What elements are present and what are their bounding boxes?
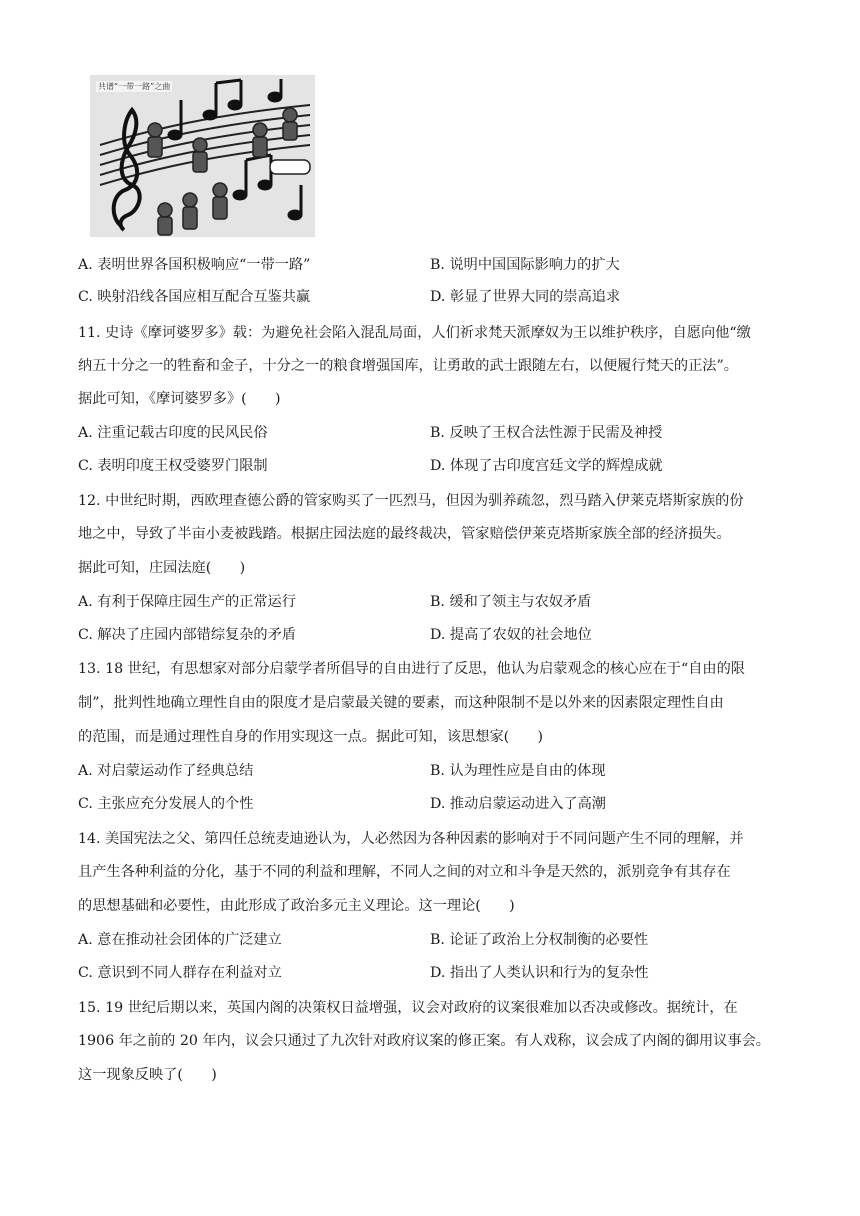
q11-option-a: A. 注重记载古印度的民风民俗 xyxy=(78,425,268,441)
q13-option-d: D. 推动启蒙运动进入了高潮 xyxy=(430,796,606,812)
q13-option-a: A. 对启蒙运动作了经典总结 xyxy=(78,763,254,779)
q10-option-b: B. 说明中国国际影响力的扩大 xyxy=(430,257,620,273)
q12-option-d: D. 提高了农奴的社会地位 xyxy=(430,627,592,643)
q11-option-d: D. 体现了古印度宫廷文学的辉煌成就 xyxy=(430,458,663,474)
q13-option-c: C. 主张应充分发展人的个性 xyxy=(78,796,254,812)
q14-option-a: A. 意在推动社会团体的广泛建立 xyxy=(78,932,282,948)
q14-stem-line-1: 14. 美国宪法之父、第四任总统麦迪逊认为，人必然因为各种因素的影响对于不同问题产生不同的理解，并 xyxy=(78,831,744,847)
q14-option-b: B. 论证了政治上分权制衡的必要性 xyxy=(430,932,649,948)
q12-stem-line-3: 据此可知，庄园法庭( ) xyxy=(78,560,246,576)
cartoon-caption: 共谱“一带一路”之曲 xyxy=(98,82,171,91)
q14-stem-line-3: 的思想基础和必要性，由此形成了政治多元主义理论。这一理论( ) xyxy=(78,898,515,914)
q13-stem-line-3: 的范围，而是通过理性自身的作用实现这一点。据此可知，该思想家( ) xyxy=(78,729,544,745)
q14-stem-line-2: 且产生各种利益的分化，基于不同的利益和理解，不同人之间的对立和斗争是天然的，派别竞争有其存在 xyxy=(78,864,731,880)
q12-stem-line-1: 12. 中世纪时期，西欧理查德公爵的管家购买了一匹烈马，但因为驯养疏忽，烈马踏入伊莱克塔斯家族的份 xyxy=(78,493,744,509)
q13-option-b: B. 认为理性应是自由的体现 xyxy=(430,763,606,779)
q12-option-b: B. 缓和了领主与农奴矛盾 xyxy=(430,594,592,610)
q13-stem-line-2: 制”，批判性地确立理性自由的限度才是启蒙最关键的要素，而这种限制不是以外来的因素限定理性自由 xyxy=(78,695,724,711)
q11-stem-line-1: 11. 史诗《摩诃婆罗多》载：为避免社会陷入混乱局面，人们祈求梵天派摩奴为王以维护秩序，自愿向他“缴 xyxy=(78,325,751,341)
q12-option-a: A. 有利于保障庄园生产的正常运行 xyxy=(78,594,296,610)
q11-option-b: B. 反映了王权合法性源于民需及神授 xyxy=(430,425,663,441)
cartoon-illustration xyxy=(90,75,315,237)
q15-stem-line-1: 15. 19 世纪后期以来，英国内阁的决策权日益增强，议会对政府的议案很难加以否决或修改。据统计，在 xyxy=(78,1000,738,1016)
q10-option-d: D. 彰显了世界大同的崇高追求 xyxy=(430,289,621,305)
music-cartoon-image xyxy=(90,75,315,237)
q10-option-c: C. 映射沿线各国应相互配合互鉴共赢 xyxy=(78,289,311,305)
q13-stem-line-1: 13. 18 世纪，有思想家对部分启蒙学者所倡导的自由进行了反思，他认为启蒙观念的核心应在于“自由的限 xyxy=(78,661,745,677)
q12-option-c: C. 解决了庄园内部错综复杂的矛盾 xyxy=(78,627,296,643)
q15-stem-line-3: 这一现象反映了( ) xyxy=(78,1067,217,1083)
q10-option-a: A. 表明世界各国积极响应“一带一路” xyxy=(78,257,311,273)
q14-option-d: D. 指出了人类认识和行为的复杂性 xyxy=(430,965,649,981)
q15-stem-line-2: 1906 年之前的 20 年内，议会只通过了九次针对政府议案的修正案。有人戏称，议会成了内阁的御用议事会。 xyxy=(78,1033,770,1049)
q14-option-c: C. 意识到不同人群存在利益对立 xyxy=(78,965,282,981)
q11-stem-line-2: 纳五十分之一的牲畜和金子，十分之一的粮食增强国库，让勇敢的武士跟随左右，以便履行梵天的正法”。 xyxy=(78,358,738,374)
q11-stem-line-3: 据此可知，《摩诃婆罗多》( ) xyxy=(78,391,281,407)
q11-option-c: C. 表明印度王权受婆罗门限制 xyxy=(78,458,268,474)
q12-stem-line-2: 地之中，导致了半亩小麦被践踏。根据庄园法庭的最终裁决，管家赔偿伊莱克塔斯家族全部的经济损失。 xyxy=(78,526,731,542)
